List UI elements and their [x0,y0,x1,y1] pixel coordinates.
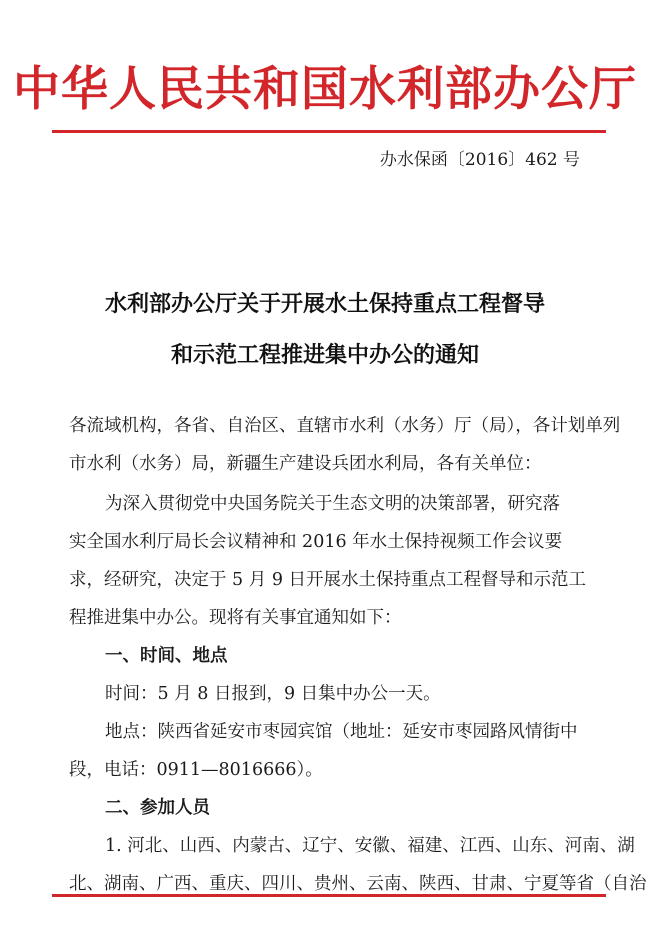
place-line-2: 段，电话：0911—8016666）。 [69,760,323,780]
participants-line-2: 北、湖南、广西、重庆、四川、贵州、云南、陕西、甘肃、宁夏等省（自治 [69,874,647,894]
document-title-line-2: 和示范工程推进集中办公的通知 [170,343,479,368]
document-number: 办水保函〔2016〕462 号 [379,150,580,170]
paragraph-1-line-2: 实全国水利厅局长会议精神和 2016 年水土保持视频工作会议要 [69,532,563,552]
paragraph-1-line-4: 程推进集中办公。现将有关事宜通知如下： [69,608,402,628]
document-title-line-1: 水利部办公厅关于开展水土保持重点工程督导 [104,292,545,317]
section-2-heading: 二、参加人员 [105,798,210,818]
issuer-heading: 中华人民共和国水利部办公厅 [13,62,637,117]
salutation-line-2: 市水利（水务）局，新疆生产建设兵团水利局，各有关单位： [69,454,542,474]
paragraph-1-line-1: 为深入贯彻党中央国务院关于生态文明的决策部署，研究落 [105,494,560,514]
salutation-line-1: 各流域机构，各省、自治区、直辖市水利（水务）厅（局），各计划单列 [69,416,621,436]
paragraph-1-line-3: 求，经研究，决定于 5 月 9 日开展水土保持重点工程督导和示范工 [69,570,587,590]
red-footer-rule [52,894,606,897]
participants-line-1: 1. 河北、山西、内蒙古、辽宁、安徽、福建、江西、山东、河南、湖 [105,836,635,856]
time-line: 时间：5 月 8 日报到，9 日集中办公一天。 [105,684,441,704]
section-1-heading: 一、时间、地点 [105,646,228,666]
red-header-rule [52,130,606,133]
place-line-1: 地点：陕西省延安市枣园宾馆（地址：延安市枣园路风情街中 [105,722,578,742]
